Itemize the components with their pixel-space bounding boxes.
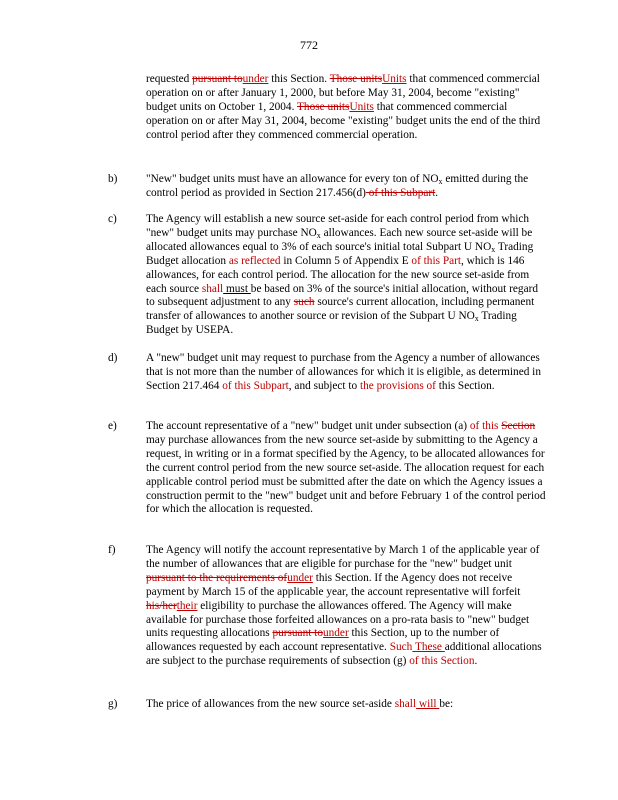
b-text-1: "New" budget units must have an allowance for every ton of NO	[146, 173, 439, 185]
f-text-6: .	[474, 655, 478, 668]
c-text-4: in Column 5 of Appendix E	[280, 254, 409, 267]
intro-deleted-1: pursuant to	[192, 73, 243, 85]
f-deleted-3: pursuant to	[272, 627, 323, 640]
subsection-f-paragraph	[146, 544, 546, 669]
e-text-2: may purchase allowances from the new source set-aside by submitting to the Agency a request, in writing or in a format specified by the Agency, to be allocated allowances for the current control period from the new source set-aside. The allocation request for each applicable control period must be submitted after the date on which the Agency issues a construction permit to the "new" budget unit and before February 1 of the control period for which the allocation is requested.	[146, 433, 546, 516]
f-text-5: additional allocations are subject to the purchase requirements of subsection (g)	[146, 641, 542, 668]
intro-deleted-2: Those units	[329, 73, 383, 85]
f-inserted-these: These	[412, 641, 445, 654]
intro-text-4: that commenced commercial operation on or after May 31, 2004, become "existing" budget units the end of the third control period after they commenced commercial operation.	[146, 100, 541, 141]
c-text-8: Trading Budget by USEPA.	[146, 310, 517, 337]
intro-inserted-3: Units	[349, 100, 374, 113]
f-inserted-3: under	[322, 627, 349, 640]
c-text-2: allowances. Each new source set-aside will be allocated allowances equal to 3% of each source's initial total Subpart U NO	[146, 226, 533, 253]
f-red-1: Such	[389, 641, 413, 654]
c-subscript-x-1: x	[316, 230, 321, 240]
subsection-b-label: b)	[108, 173, 118, 185]
c-subscript-x-3: x	[474, 314, 479, 324]
subsection-d-paragraph	[146, 352, 546, 394]
c-text-1: The Agency will establish a new source set-aside for each control period from which "new" budget units may purchase NO	[146, 213, 530, 239]
c-text-7: source's current allocation, including permanent transfer of allowances to another source or revision of the Subpart U NO	[146, 296, 535, 323]
g-inserted-will: will	[416, 698, 440, 710]
d-text-3: this Section.	[435, 379, 495, 392]
c-deleted-1: such	[293, 296, 315, 309]
c-text-5: , which is 146 allowances, for each control period. The allocation for the new source set-aside from each source	[146, 254, 530, 295]
subsection-e-label: e)	[108, 420, 117, 432]
c-text-3: Trading Budget allocation	[146, 240, 534, 267]
e-red-1: of this	[469, 420, 502, 432]
b-text-3: .	[435, 186, 439, 199]
b-text-2: emitted during the control period as provided in Section 217.456(d)	[146, 173, 529, 199]
subsection-g-label: g)	[108, 698, 118, 710]
g-red-1: shall	[394, 698, 417, 710]
subsection-e-paragraph	[146, 420, 546, 517]
c-red-2: of this Part	[408, 254, 462, 267]
f-text-1: The Agency will notify the account representative by March 1 of the applicable year of the number of allowances that are eligible for purchase for the "new" budget unit	[146, 544, 540, 570]
g-text-1: The price of allowances from the new source set-aside	[146, 698, 395, 710]
f-inserted-1: under	[287, 571, 313, 584]
c-subscript-x-2: x	[491, 244, 496, 254]
f-text-2: this Section. If the Agency does not receive payment by March 15 of the applicable year, the account representative will forfeit	[146, 571, 521, 598]
f-inserted-2: their	[176, 599, 198, 612]
d-red-2: the provisions of	[357, 379, 436, 392]
d-red-1: of this Subpart	[222, 379, 289, 392]
b-subscript-x: x	[438, 177, 443, 186]
b-deleted-1: of this Subpart	[365, 186, 436, 199]
subsection-f-label: f)	[108, 544, 116, 556]
c-red-3: shall	[201, 282, 224, 295]
f-deleted-1: pursuant to the requirements of	[146, 571, 288, 584]
c-red-1: as reflected	[228, 254, 281, 267]
c-underlined-1: must	[223, 282, 251, 295]
f-text-3: eligibility to purchase the allowances offered. The Agency will make available for purchase those forfeited allowances on a pro-rata basis to "new" budget units requesting allocations	[146, 599, 530, 640]
f-text-4: this Section, up to the number of allowances requested by each account representative.	[146, 627, 500, 654]
c-text-6: be based on 3% of the source's initial allocation, without regard to subsequent adjustment to any	[146, 282, 538, 309]
f-red-2: of this Section	[409, 655, 475, 668]
intro-text-2: this Section.	[268, 73, 330, 85]
subsection-d-label: d)	[108, 352, 118, 364]
subsection-g-paragraph	[146, 698, 546, 712]
intro-inserted-2: Units	[382, 73, 407, 85]
e-deleted-1: Section	[501, 420, 536, 432]
e-text-1: The account representative of a "new" budget unit under subsection (a)	[146, 420, 470, 432]
intro-text-1: requested	[146, 73, 193, 85]
intro-text-3: that commenced commercial operation on or after January 1, 2000, but before May 31, 2004, become "existing" budget units on October 1, 2004.	[146, 73, 540, 113]
g-text-2: be:	[439, 698, 454, 710]
d-text-2: , and subject to	[288, 379, 358, 392]
subsection-b-paragraph	[146, 173, 546, 201]
subsection-c-paragraph	[146, 213, 546, 338]
page-number: 772	[300, 38, 318, 52]
subsection-c-label: c)	[108, 213, 117, 225]
intro-paragraph	[146, 73, 546, 143]
d-text-1: A "new" budget unit may request to purchase from the Agency a number of allowances that is not more than the number of allowances for which it is eligible, as determined in Section 217.464	[146, 352, 541, 392]
f-deleted-2: his/her	[146, 599, 177, 612]
intro-inserted-1: under	[242, 73, 269, 85]
intro-deleted-3: Those units	[297, 100, 350, 113]
